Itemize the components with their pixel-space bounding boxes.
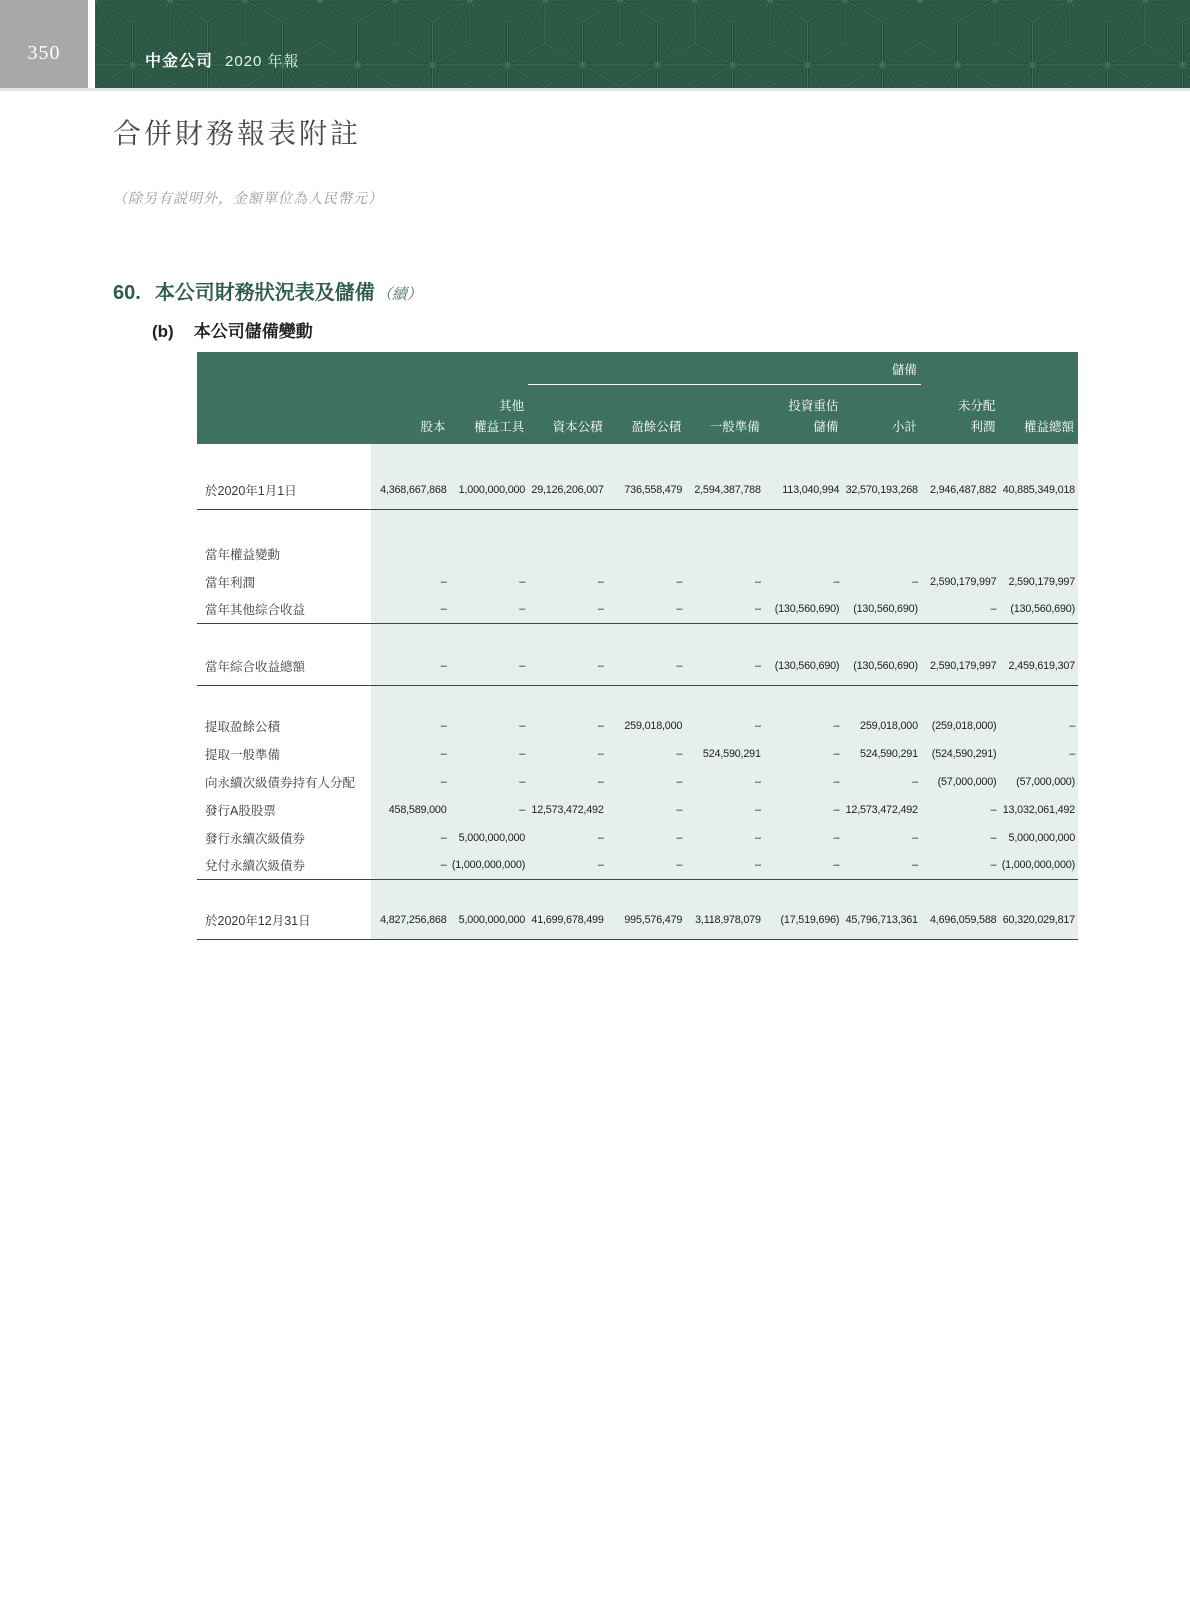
subsection-heading <box>152 317 313 342</box>
col-header-capital-reserve: 資本公積 <box>552 420 603 434</box>
table-cell: 2,590,179,997 <box>929 660 997 672</box>
table-row <box>197 540 1078 568</box>
table-cell: – <box>597 660 604 672</box>
spacer-label-cell <box>197 510 371 540</box>
table-cell: – <box>440 575 447 588</box>
table-cell: – <box>519 575 526 588</box>
table-cell: – <box>833 775 840 788</box>
row-label: 當年利潤 <box>197 568 371 596</box>
row-label: 於2020年1月1日 <box>197 472 371 509</box>
table-cell: – <box>676 603 683 615</box>
table-cell: (130,560,690) <box>1010 603 1075 615</box>
table-cell: – <box>676 660 683 672</box>
table-cell: – <box>754 603 761 615</box>
table-cell: – <box>990 603 997 615</box>
table-cell: 45,796,713,361 <box>845 914 918 926</box>
table-cell: – <box>912 859 918 871</box>
row-label: 提取一般準備 <box>197 740 371 768</box>
table-cell: 2,459,619,307 <box>1008 660 1075 672</box>
table-cell: (130,560,690) <box>774 603 840 615</box>
table-cell: – <box>833 831 840 844</box>
table-cell: 524,590,291 <box>702 747 761 760</box>
table-cell: 4,827,256,868 <box>380 914 447 926</box>
table-cell: – <box>597 719 604 732</box>
table-cell: 29,126,206,007 <box>531 484 604 496</box>
table-cell: – <box>519 660 526 672</box>
table-cell: 3,118,978,079 <box>695 914 761 926</box>
table-cell: – <box>754 719 761 732</box>
table-cell: – <box>754 859 761 871</box>
table-cell: 4,696,059,588 <box>929 914 997 926</box>
table-cell: 1,000,000,000 <box>458 484 526 496</box>
table-cell: – <box>440 747 447 760</box>
section-number: 60. <box>113 282 141 304</box>
table-cell: (259,018,000) <box>931 719 997 732</box>
table-header <box>197 352 1078 444</box>
table-cell: – <box>1069 747 1075 760</box>
col-header-equity-instruments: 權益工具 <box>474 420 525 434</box>
table-cell: 60,320,029,817 <box>1002 914 1075 926</box>
table-cell: 4,368,667,868 <box>380 484 447 496</box>
row-label: 於2020年12月31日 <box>197 902 371 939</box>
table-cell: – <box>440 775 447 788</box>
row-label: 當年綜合收益總額 <box>197 648 371 685</box>
table-cell: – <box>833 859 840 871</box>
table-spacer <box>197 686 1078 712</box>
table-cell: (130,560,690) <box>853 603 918 615</box>
table-cell: – <box>597 775 604 788</box>
page-number: 350 <box>27 41 61 64</box>
table-cell: – <box>990 831 997 844</box>
table-cell: – <box>754 775 761 788</box>
table-row <box>197 852 1078 880</box>
col-header-general-reserve: 一般準備 <box>709 420 760 434</box>
table-row <box>197 596 1078 624</box>
table-cell: – <box>912 775 918 788</box>
col-header-share-capital: 股本 <box>420 420 446 434</box>
table-body <box>197 444 1078 940</box>
asanoha-pattern-icon <box>95 0 1190 88</box>
row-label: 提取盈餘公積 <box>197 712 371 740</box>
table-cell: 2,590,179,997 <box>929 575 997 588</box>
table-cell: – <box>597 831 604 844</box>
table-cell: 5,000,000,000 <box>458 914 526 926</box>
table-row <box>197 902 1078 940</box>
table-spacer <box>197 880 1078 902</box>
header-group-reserves: 儲備 <box>528 364 921 385</box>
col-header-investment-revaluation: 儲備 <box>813 420 839 434</box>
table-row <box>197 796 1078 824</box>
table-cell: – <box>833 719 840 732</box>
banner-divider <box>0 88 1190 91</box>
table-cell: 113,040,994 <box>782 484 840 496</box>
table-cell: (130,560,690) <box>853 660 918 672</box>
table-cell: – <box>519 775 526 788</box>
table-cell: – <box>912 831 918 844</box>
col-header-surplus-reserve: 盈餘公積 <box>631 420 682 434</box>
col-header-retained-profit: 利潤 <box>970 420 996 434</box>
table-cell: (130,560,690) <box>774 660 840 672</box>
col-header-subtotal: 小計 <box>891 420 917 434</box>
table-cell: – <box>833 575 840 588</box>
table-cell: – <box>1069 719 1075 732</box>
subsection-label: (b) <box>152 322 174 341</box>
table-row <box>197 568 1078 596</box>
table-cell: – <box>519 603 526 615</box>
table-cell: – <box>833 747 840 760</box>
table-cell: (1,000,000,000) <box>1001 859 1075 871</box>
banner-text <box>145 48 300 71</box>
subsection-title: 本公司儲備變動 <box>193 322 313 341</box>
table-cell: 259,018,000 <box>860 719 918 732</box>
col-header-total-equity: 權益總額 <box>1023 420 1074 434</box>
table-cell: – <box>597 575 604 588</box>
table-cell: 12,573,472,492 <box>531 803 604 816</box>
header-over-other: 其他 <box>499 398 525 413</box>
header-banner <box>95 0 1190 88</box>
table-cell: 2,590,179,997 <box>1008 575 1075 588</box>
table-cell: 12,573,472,492 <box>845 803 918 816</box>
table-cell: 40,885,349,018 <box>1002 484 1075 496</box>
table-cell: – <box>676 575 683 588</box>
table-cell: – <box>676 803 683 816</box>
table-row <box>197 472 1078 510</box>
table-cell: 2,946,487,882 <box>929 484 997 496</box>
table-cell: 736,558,479 <box>624 484 683 496</box>
table-cell: – <box>912 575 918 588</box>
table-spacer <box>197 624 1078 648</box>
table-cell: – <box>990 803 997 816</box>
table-cell: – <box>519 803 526 816</box>
table-cell: – <box>519 719 526 732</box>
row-label: 發行永續次級債券 <box>197 824 371 852</box>
table-cell: – <box>754 660 761 672</box>
table-cell: – <box>754 575 761 588</box>
table-cell: – <box>990 859 997 871</box>
table-spacer <box>197 510 1078 540</box>
document-title: 合併財務報表附註 <box>113 119 362 150</box>
table-cell: (524,590,291) <box>931 747 997 760</box>
section-title: 本公司財務狀況表及儲備 <box>154 282 375 304</box>
table-cell: 32,570,193,268 <box>845 484 918 496</box>
table-row <box>197 712 1078 740</box>
table-row <box>197 824 1078 852</box>
table-row <box>197 740 1078 768</box>
spacer-label-cell <box>197 624 371 648</box>
table-cell: 995,576,479 <box>624 914 683 926</box>
table-cell: – <box>833 803 840 816</box>
table-cell: (57,000,000) <box>1016 775 1075 788</box>
table-cell: – <box>440 859 447 871</box>
table-cell: 5,000,000,000 <box>1008 831 1075 844</box>
header-over-revaluation: 投資重估 <box>788 398 839 413</box>
row-label: 當年權益變動 <box>197 540 371 568</box>
row-label: 兌付永續次級債券 <box>197 852 371 879</box>
table-cell: 13,032,061,492 <box>1002 803 1075 816</box>
table-cell: – <box>676 775 683 788</box>
spacer-label-cell <box>197 686 371 712</box>
table-cell: – <box>519 747 526 760</box>
table-row <box>197 768 1078 796</box>
table-cell: – <box>754 831 761 844</box>
table-cell: – <box>754 803 761 816</box>
table-cell: – <box>676 831 683 844</box>
table-cell: (1,000,000,000) <box>451 859 526 871</box>
table-cell: 524,590,291 <box>860 747 918 760</box>
spacer-label-cell <box>197 880 371 902</box>
company-name: 中金公司 <box>145 53 214 70</box>
currency-note: （除另有説明外，金額單位為人民幣元） <box>113 192 383 207</box>
page-number-box <box>0 0 88 88</box>
reserves-table <box>197 352 1078 940</box>
table-cell: 2,594,387,788 <box>694 484 761 496</box>
report-edition: 2020 年報 <box>225 53 300 70</box>
row-label: 發行A股股票 <box>197 796 371 824</box>
top-banner-strip <box>0 0 1190 92</box>
row-label: 向永續次級債券持有人分配 <box>197 768 371 796</box>
row-label: 當年其他綜合收益 <box>197 596 371 623</box>
table-spacer <box>197 444 1078 472</box>
header-over-undistributed: 未分配 <box>957 398 996 413</box>
table-cell: 5,000,000,000 <box>458 831 526 844</box>
table-cell: – <box>676 859 683 871</box>
table-row <box>197 648 1078 686</box>
table-cell: (17,519,696) <box>780 914 840 926</box>
table-cell: – <box>597 859 604 871</box>
table-cell: – <box>676 747 683 760</box>
table-cell: – <box>440 719 447 732</box>
table-cell: – <box>440 603 447 615</box>
table-cell: 458,589,000 <box>388 803 447 816</box>
table-cell: – <box>597 603 604 615</box>
spacer-label-cell <box>197 444 371 472</box>
table-cell: – <box>440 831 447 844</box>
table-cell: – <box>597 747 604 760</box>
table-cell: 41,699,678,499 <box>531 914 604 926</box>
section-heading <box>113 276 422 305</box>
section-continued-marker: （續） <box>376 287 422 303</box>
table-cell: 259,018,000 <box>624 719 683 732</box>
table-cell: – <box>440 660 447 672</box>
table-cell: (57,000,000) <box>937 775 997 788</box>
